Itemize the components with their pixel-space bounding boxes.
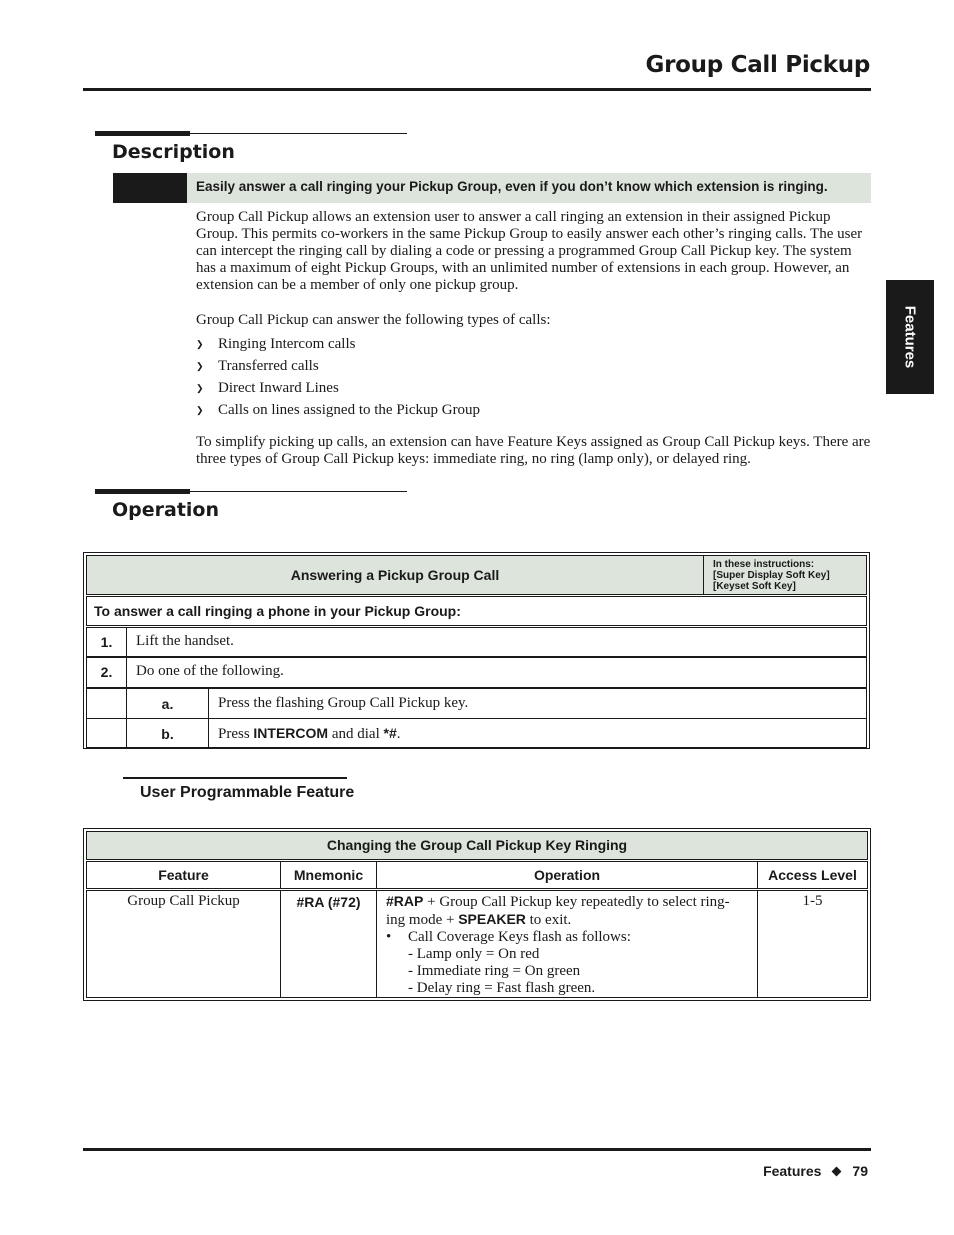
mnemonic-cell: #RA (#72) <box>280 890 377 998</box>
page-number: 79 <box>852 1163 868 1179</box>
operation-heading: Operation <box>112 499 220 521</box>
sub-step-label-cell: b. <box>126 718 209 748</box>
empty-cell <box>86 718 127 748</box>
description-paragraph-3: To simplify picking up calls, an extension can have Feature Keys assigned as Group Call Pickup keys. There are three types of Group Call Pickup keys: immediate ring, no ring (lamp only), or delayed ring. <box>196 434 871 467</box>
step-number-cell: 2. <box>86 657 127 688</box>
sub-step-text-cell: Press the flashing Group Call Pickup key. <box>208 688 867 719</box>
column-header-access-level: Access Level <box>757 861 868 889</box>
page-title: Group Call Pickup <box>645 52 870 78</box>
operation-table <box>83 552 870 749</box>
call-type-list <box>196 333 480 421</box>
dial-code: *# <box>383 725 397 741</box>
step-text-cell: Lift the handset. <box>126 627 867 657</box>
column-header-feature: Feature <box>86 861 281 889</box>
description-paragraph-1: Group Call Pickup allows an extension user to answer a call ringing an extension in their assigned Pickup Group. This permits co-workers in the same Pickup Group to easily answer each other’s ringing calls. The user can intercept the ringing call by dialing a code or pressing a programmed Group Call Pickup key. The system has a maximum of eight Pickup Groups, with an unlimited number of extensions in each group. However, an extension can be a member of only one pickup group. <box>196 209 863 293</box>
instructions-note-cell <box>703 555 867 595</box>
step-number-cell: 1. <box>86 627 127 657</box>
list-item: ❯ Calls on lines assigned to the Pickup Group <box>196 401 481 418</box>
header-rule <box>83 88 871 91</box>
programmable-table-title-cell <box>86 831 868 860</box>
programmable-table-title: Changing the Group Call Pickup Key Ringing <box>326 837 628 853</box>
user-programmable-rule <box>123 777 347 779</box>
list-item: ❯ Ringing Intercom calls <box>196 335 356 352</box>
description-paragraph-2: Group Call Pickup can answer the following types of calls: <box>196 312 551 328</box>
side-tab-label: Features <box>901 305 919 369</box>
intro-row <box>86 596 867 626</box>
sub-step-text-cell: Press INTERCOM and dial *#. <box>208 718 867 748</box>
description-heading: Description <box>112 141 235 163</box>
feature-cell: Group Call Pickup <box>86 890 281 998</box>
summary-text: Easily answer a call ringing your Pickup Group, even if you don’t know which extension is ringing. <box>196 179 828 194</box>
arrow-bullet-icon: ❯ <box>196 338 204 349</box>
operation-cell: #RAP + Group Call Pickup key repeatedly to select ring- ing mode + SPEAKER to exit. • Call Coverage Keys flash as follows: - Lamp only = On red - Immediate ring = On green - Delay ring = Fast flash green. <box>376 890 758 998</box>
operation-table-title-cell <box>86 555 704 595</box>
footer <box>763 1163 868 1179</box>
speaker-key: SPEAKER <box>458 911 526 927</box>
arrow-bullet-icon: ❯ <box>196 382 204 393</box>
sub-step-label-cell: a. <box>126 688 209 719</box>
operation-rule-thin <box>95 491 407 492</box>
intro-text: To answer a call ringing a phone in your Pickup Group: <box>94 603 461 619</box>
access-level-cell: 1-5 <box>757 890 868 998</box>
operation-code: #RAP <box>386 893 424 909</box>
arrow-bullet-icon: ❯ <box>196 404 204 415</box>
programmable-feature-table <box>83 828 871 1001</box>
column-header-mnemonic: Mnemonic <box>280 861 377 889</box>
list-item: ❯ Direct Inward Lines <box>196 379 339 396</box>
column-header-operation: Operation <box>376 861 758 889</box>
intercom-key: INTERCOM <box>253 725 329 741</box>
side-tab <box>886 280 934 394</box>
footer-section: Features <box>763 1163 822 1179</box>
step-text-cell: Do one of the following. <box>126 657 867 688</box>
list-item: ❯ Transferred calls <box>196 357 319 374</box>
diamond-icon <box>832 1166 842 1176</box>
user-programmable-heading: User Programmable Feature <box>140 784 355 801</box>
bullet-icon: • <box>386 929 392 945</box>
empty-cell <box>86 688 127 719</box>
operation-table-title: Answering a Pickup Group Call <box>290 567 500 583</box>
summary-bar <box>113 173 871 203</box>
footer-rule <box>83 1148 871 1151</box>
instructions-note: In these instructions: [Super Display Soft Key] [Keyset Soft Key] <box>713 559 830 592</box>
description-rule-thin <box>95 133 407 134</box>
arrow-bullet-icon: ❯ <box>196 360 204 371</box>
summary-marker <box>113 173 187 203</box>
